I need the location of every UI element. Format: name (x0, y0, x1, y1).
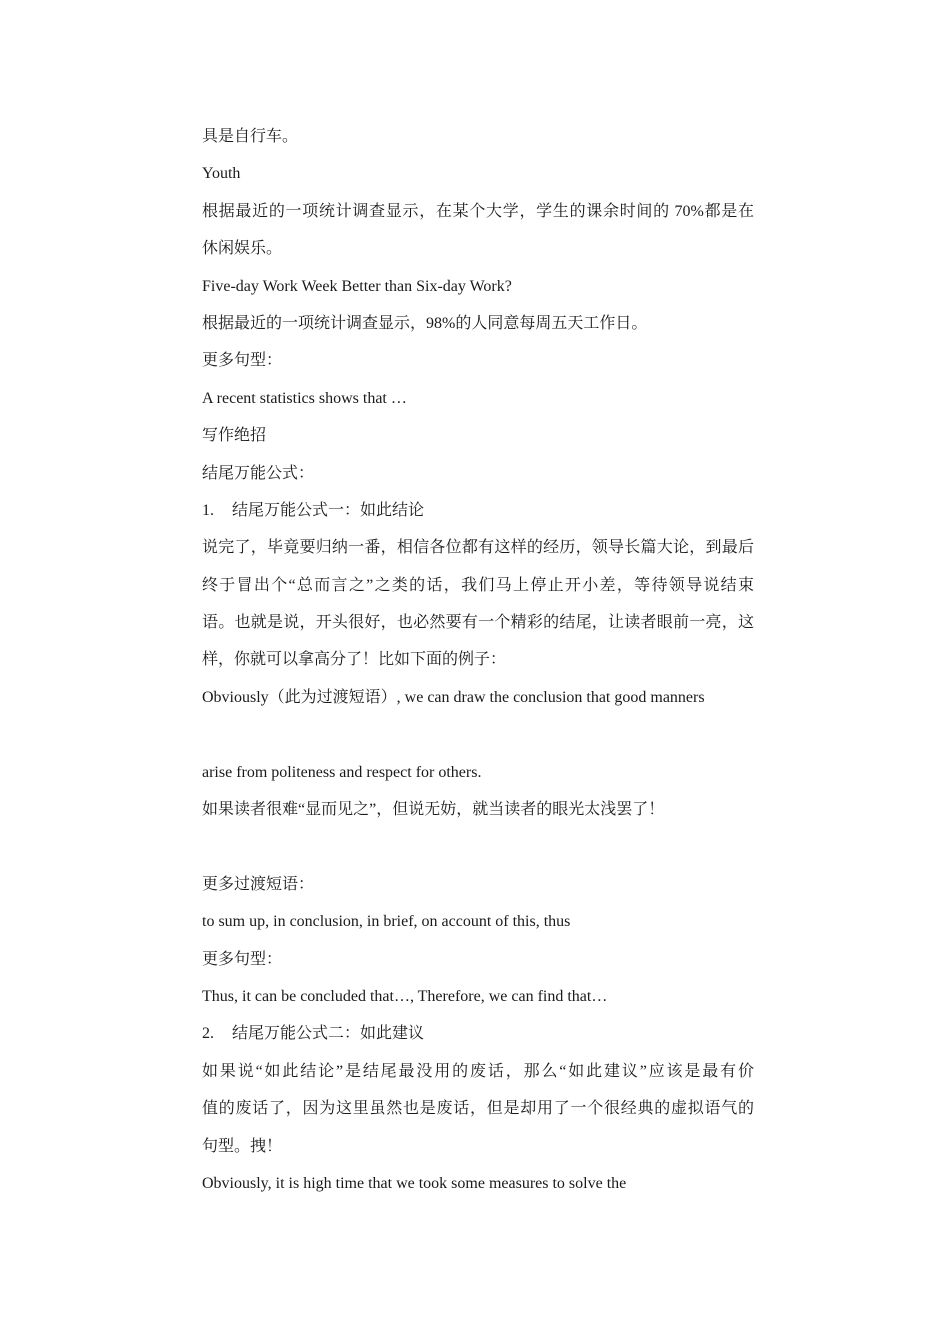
text-line: 值的废话了，因为这里虽然也是废话，但是却用了一个很经典的虚拟语气的 (202, 1100, 754, 1118)
text-line: 休闲娱乐。 (202, 240, 283, 258)
text-line: 根据最近的一项统计调查显示，98%的人同意每周五天工作日。 (202, 314, 648, 332)
list-item-text: 结尾万能公式一：如此结论 (232, 501, 425, 519)
list-item-text: 结尾万能公式二：如此建议 (232, 1025, 425, 1043)
text-line: 更多过渡短语： (202, 875, 315, 893)
text-line: 如果读者很难“显而见之”，但说无妨，就当读者的眼光太浅罢了！ (202, 801, 665, 819)
section-title-work-week: Five-day Work Week Better than Six-day Work? (202, 277, 512, 295)
example-sentence: Obviously（此为过渡短语）, we can draw the conclusion that good manners (202, 688, 705, 706)
list-number: 2. (202, 1025, 214, 1043)
text-line: 语。也就是说，开头很好，也必然要有一个精彩的结尾，让读者眼前一亮，这 (202, 614, 754, 632)
example-sentence: A recent statistics shows that … (202, 389, 407, 407)
example-sentence: Obviously, it is high time that we took some measures to solve the (202, 1174, 627, 1192)
example-sentence: arise from politeness and respect for others. (202, 763, 482, 781)
blank-line (202, 716, 754, 753)
list-number: 1. (202, 501, 214, 519)
blank-line (202, 828, 754, 865)
text-line: 终于冒出个“总而言之”之类的话，我们马上停止开小差，等待领导说结束 (202, 576, 754, 594)
text-line: 更多句型： (202, 950, 283, 968)
text-line: 句型。拽！ (202, 1137, 283, 1155)
document-body (202, 118, 754, 1202)
example-phrases: to sum up, in conclusion, in brief, on account of this, thus (202, 913, 571, 931)
text-line: 如果说“如此结论”是结尾最没用的废话，那么“如此建议”应该是最有价 (202, 1062, 754, 1080)
list-item-formula-2 (202, 1015, 754, 1052)
section-title-youth: Youth (202, 165, 241, 183)
heading-ending-formula: 结尾万能公式： (202, 464, 315, 482)
text-line: 具是自行车。 (202, 128, 299, 145)
text-line: 根据最近的一项统计调查显示，在某个大学，学生的课余时间的 70%都是在 (202, 202, 754, 220)
list-item-formula-1 (202, 492, 754, 529)
example-sentence: Thus, it can be concluded that…, Therefore, we can find that… (202, 987, 608, 1005)
text-line: 样，你就可以拿高分了！比如下面的例子： (202, 651, 507, 669)
text-line: 更多句型： (202, 352, 283, 370)
text-line: 说完了，毕竟要归纳一番，相信各位都有这样的经历，领导长篇大论，到最后 (202, 539, 754, 557)
heading-writing-tips: 写作绝招 (202, 427, 267, 445)
